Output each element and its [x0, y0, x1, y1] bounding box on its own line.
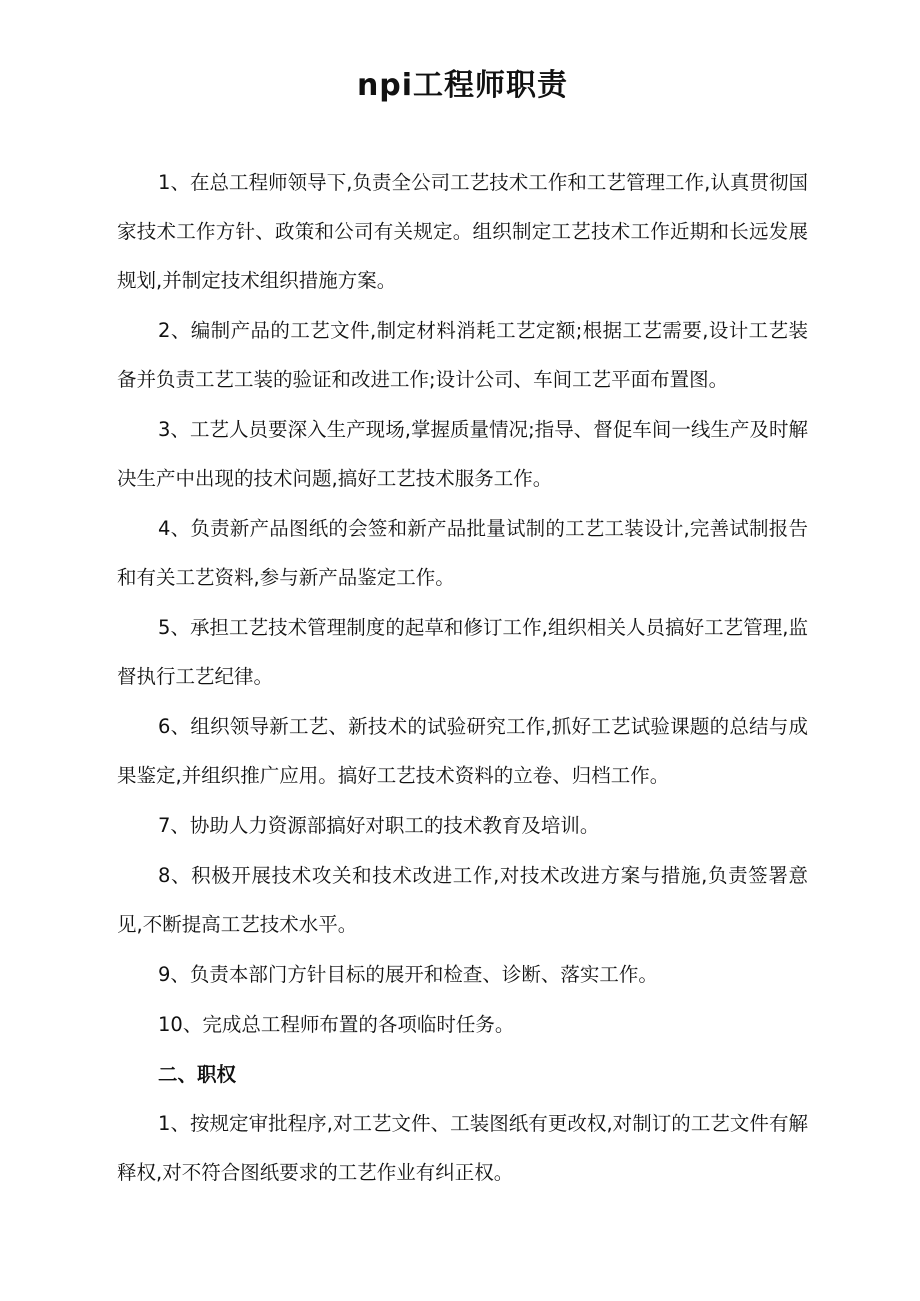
- duty-item-10: 10、完成总工程师布置的各项临时任务。: [158, 1013, 515, 1036]
- authority-heading: 二、职权: [158, 1063, 237, 1086]
- authority-item-1: 1、按规定审批程序,对工艺文件、工装图纸有更改权,对制订的工艺文件有解释权,对不符合图纸要求的工艺作业有纠正权。: [117, 1112, 808, 1184]
- document-title: npi工程师职责: [356, 68, 569, 103]
- duty-item-6: 6、组织领导新工艺、新技术的试验研究工作,抓好工艺试验课题的总结与成果鉴定,并组织推广应用。搞好工艺技术资料的立卷、归档工作。: [117, 715, 808, 787]
- duty-item-5: 5、承担工艺技术管理制度的起草和修订工作,组织相关人员搞好工艺管理,监督执行工艺纪律。: [117, 616, 808, 688]
- duty-item-9: 9、负责本部门方针目标的展开和检查、诊断、落实工作。: [158, 963, 658, 986]
- duty-item-7: 7、协助人力资源部搞好对职工的技术教育及培训。: [158, 814, 600, 837]
- duty-item-2: 2、编制产品的工艺文件,制定材料消耗工艺定额;根据工艺需要,设计工艺装备并负责工艺工装的验证和改进工作;设计公司、车间工艺平面布置图。: [117, 319, 808, 391]
- duty-item-1: 1、在总工程师领导下,负责全公司工艺技术工作和工艺管理工作,认真贯彻国家技术工作方针、政策和公司有关规定。组织制定工艺技术工作近期和长远发展规划,并制定技术组织措施方案。: [117, 171, 808, 292]
- duty-item-4: 4、负责新产品图纸的会签和新产品批量试制的工艺工装设计,完善试制报告和有关工艺资料,参与新产品鉴定工作。: [117, 517, 808, 589]
- duty-item-8: 8、积极开展技术攻关和技术改进工作,对技术改进方案与措施,负责签署意见,不断提高工艺技术水平。: [117, 864, 808, 936]
- duty-item-3: 3、工艺人员要深入生产现场,掌握质量情况;指导、督促车间一线生产及时解决生产中出现的技术问题,搞好工艺技术服务工作。: [117, 418, 808, 490]
- document-body: [117, 158, 808, 1197]
